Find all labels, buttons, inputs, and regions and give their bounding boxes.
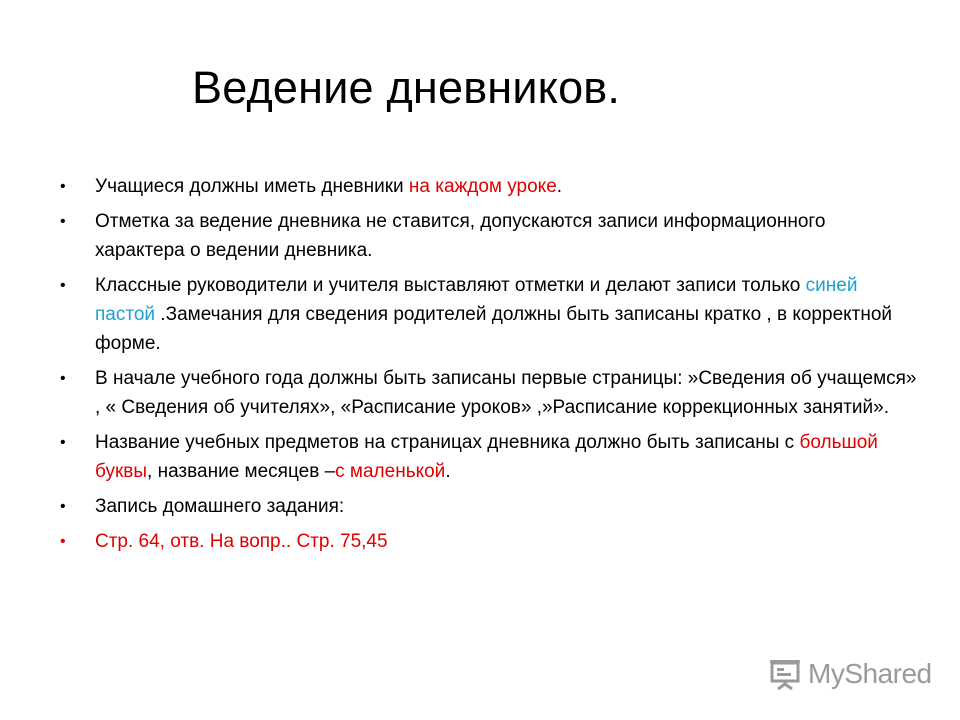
bullet-item-first-pages <box>60 364 920 422</box>
bullet-list <box>60 172 920 562</box>
bullet-item-homework-example <box>60 527 920 556</box>
bullet-text: Классные руководители и учителя выставляют отметки и делают записи только <box>95 275 806 296</box>
slide-title-text: Ведение дневников <box>192 62 608 113</box>
bullet-item-no-grade <box>60 207 920 265</box>
bullet-text: Запись домашнего задания: <box>95 496 345 517</box>
bullet-text: Учащиеся должны иметь дневники <box>95 176 409 197</box>
bullet-text-end: .Замечания для сведения родителей должны быть записаны кратко , в корректной форме. <box>95 304 893 354</box>
presentation-board-icon <box>768 657 802 691</box>
bullet-dot: • <box>60 533 66 550</box>
bullet-text-end: . <box>445 461 451 482</box>
logo-text: MyShared <box>808 658 932 689</box>
bullet-text-middle: , название месяцев – <box>147 461 336 482</box>
bullet-item-diaries-every-lesson <box>60 172 920 201</box>
bullet-item-capitalization <box>60 428 920 486</box>
bullet-text: В начале учебного года должны быть записаны первые страницы: »Сведения об учащемся» , « Сведения об учителях», «Расписание уроков» ,»Расписание коррекционных занятий». <box>95 368 917 418</box>
bullet-highlight: синей пастой <box>95 275 858 325</box>
bullet-item-homework-label <box>60 492 920 521</box>
bullet-highlight: на каждом уроке <box>408 176 557 197</box>
bullet-dot: • <box>60 213 66 230</box>
bullet-text: Отметка за ведение дневника не ставится, допускаются записи информационного характера о ведении дневника. <box>95 211 826 261</box>
bullet-text: Название учебных предметов на страницах дневника должно быть записаны с <box>95 432 800 453</box>
bullet-highlight-capital: большой буквы <box>95 432 878 482</box>
slide-title <box>192 62 620 114</box>
bullet-dot: • <box>60 178 66 195</box>
slide-title-dot: . <box>607 62 621 113</box>
bullet-dot: • <box>60 434 66 451</box>
bullet-dot: • <box>60 277 66 294</box>
bullet-text: Стр. 64, отв. На вопр.. Стр. 75,45 <box>95 531 388 552</box>
myshared-logo[interactable] <box>768 656 932 692</box>
bullet-dot: • <box>60 498 66 515</box>
bullet-text-end: . <box>556 176 563 197</box>
bullet-item-blue-ink <box>60 271 920 358</box>
bullet-highlight-lowercase: с маленькой <box>335 461 446 482</box>
bullet-dot: • <box>60 370 66 387</box>
